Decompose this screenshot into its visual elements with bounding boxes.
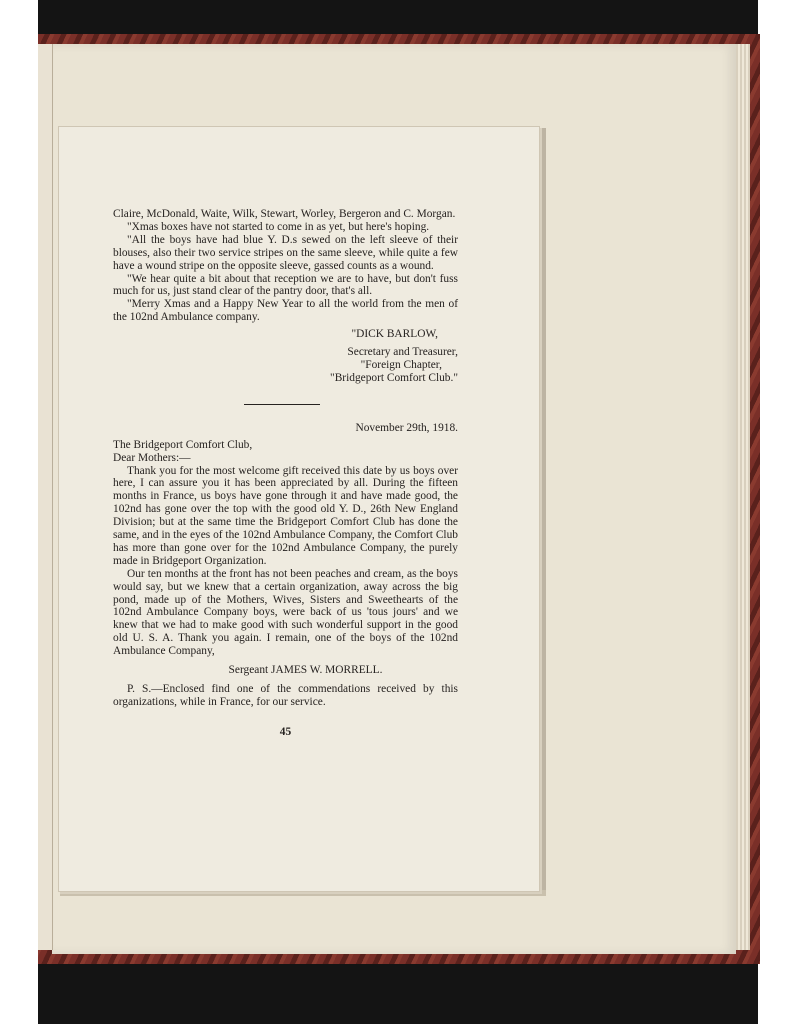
letter1-signature: "DICK BARLOW, (351, 328, 438, 341)
letter2-signature: Sergeant JAMES W. MORRELL. (228, 664, 383, 677)
letter2-postscript: P. S.—Enclosed find one of the commendations received by this organizations, while in France, for our service. (113, 683, 458, 708)
letter1-line: "We hear quite a bit about that reception we are to have, but don't fuss much for us, just stand clear of the pantry door, that's all. (113, 272, 458, 298)
letter2-salutation: Dear Mothers:— (113, 451, 191, 464)
scan-margin-left (0, 0, 38, 1024)
letter2-paragraph: Thank you for the most welcome gift received this date by us boys over here, I can assure you it has been appreciated by all. During the fifteen months in France, us boys have gone through it and have made good, the 102nd has gone over the top with the good old Y. D., 26th New England Division; but at the same time the Bridgeport Comfort Club has done the same, and in the eyes of the 102nd Ambulance Company, the Comfort Club has more than gone over for the 102nd Ambulance Company, the purely made in Bridgeport Organization. (113, 464, 458, 567)
letter1-line: "Merry Xmas and a Happy New Year to all the world from the men of the 102nd Ambulance company. (113, 298, 458, 324)
section-divider (244, 404, 320, 405)
page-text (113, 208, 458, 739)
letter2-date: November 29th, 1918. (355, 421, 458, 434)
letter1-line: "All the boys have had blue Y. D.s sewed on the left sleeve of their blouses, also their two service stripes on the same sleeve, while quite a few have a wound stripe on the opposite sleeve, gassed counts as a wound. (113, 233, 458, 272)
page-number: 45 (279, 725, 292, 738)
letter1-title: "Foreign Chapter, (360, 358, 442, 371)
letter1-line: Claire, McDonald, Waite, Wilk, Stewart, Worley, Bergeron and C. Morgan. (113, 208, 456, 220)
binding-spine (38, 44, 53, 950)
letter1-title: "Bridgeport Comfort Club." (330, 371, 458, 384)
letter2-addressee: The Bridgeport Comfort Club, (113, 438, 253, 451)
scan-margin-right (758, 0, 792, 1024)
letter1-line: "Xmas boxes have not started to come in as yet, but here's hoping. (127, 220, 430, 233)
letter1-title: Secretary and Treasurer, (347, 346, 458, 359)
letter2-paragraph: Our ten months at the front has not been peaches and cream, as the boys would say, but we knew that a certain organization, away across the big pond, made up of the Mothers, Wives, Sisters and Sweethearts of the 102nd Ambulance Company boys, were back of us 'tous jours' and we knew that we had to make good with such wonderful support in the good old U. S. A. Thank you again. I remain, one of the boys of the 102nd Ambulance Company, (113, 567, 458, 658)
